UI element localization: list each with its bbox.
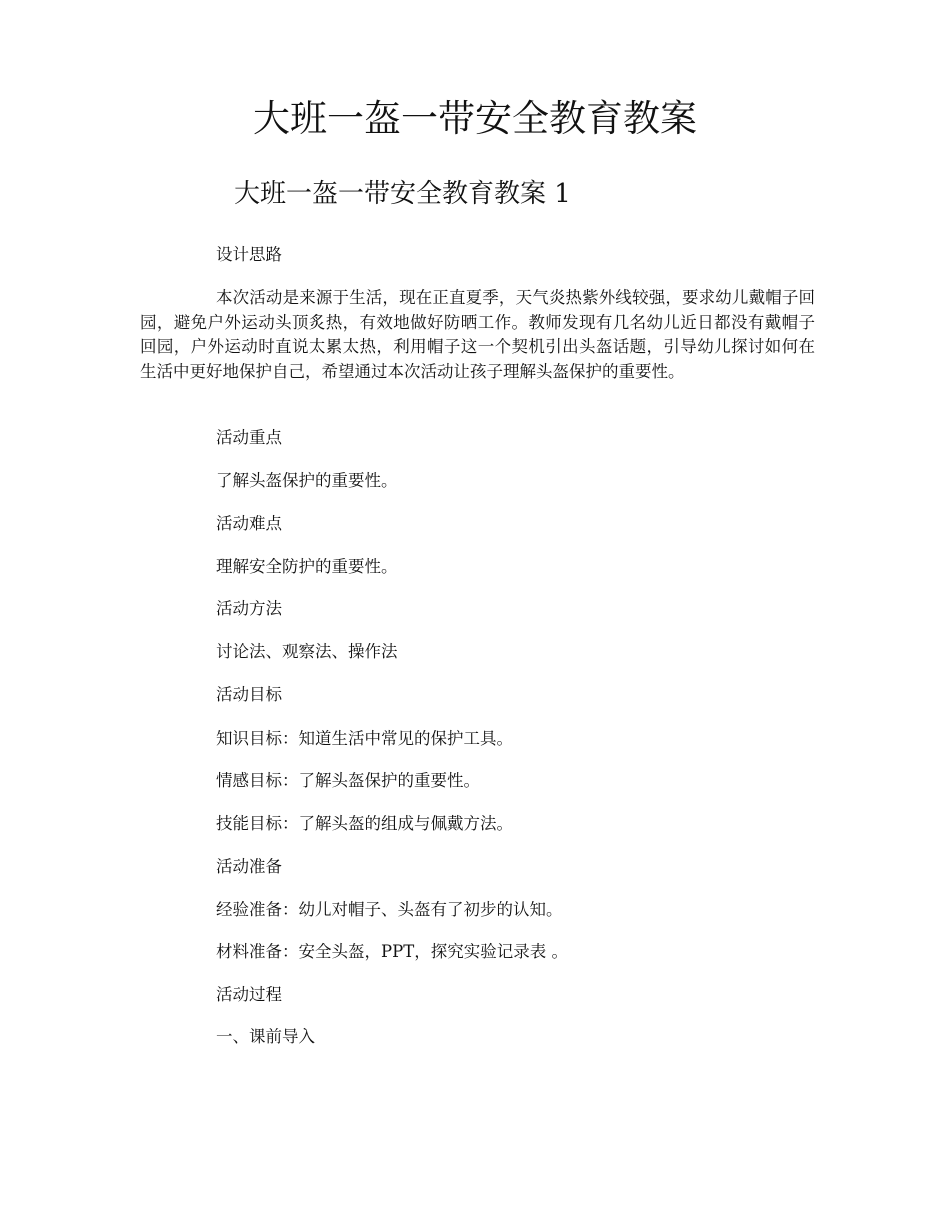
paragraph-method-heading: 活动方法 [216, 599, 282, 618]
paragraph-key-point: 了解头盔保护的重要性。 [216, 471, 398, 490]
paragraph-process-step-1: 一、课前导入 [216, 1027, 315, 1046]
paragraph-design-heading: 设计思路 [216, 245, 282, 264]
paragraph-goal-skill: 技能目标：了解头盔的组成与佩戴方法。 [216, 814, 513, 833]
paragraph-method: 讨论法、观察法、操作法 [216, 642, 398, 661]
paragraph-preparation-materials: 材料准备：安全头盔，PPT，探究实验记录表 。 [216, 942, 568, 961]
paragraph-goal-emotion: 情感目标：了解头盔保护的重要性。 [216, 771, 480, 790]
paragraph-preparation-heading: 活动准备 [216, 857, 282, 876]
paragraph-goals-heading: 活动目标 [216, 685, 282, 704]
paragraph-process-heading: 活动过程 [216, 985, 282, 1004]
paragraph-design-body: 本次活动是来源于生活，现在正直夏季，天气炎热紫外线较强，要求幼儿戴帽子回园，避免户外运动头顶炙热，有效地做好防晒工作。教师发现有几名幼儿近日都没有戴帽子回园，户外运动时直说太累太热，利用帽子这一个契机引出头盔话题，引导幼儿探讨如何在生活中更好地保护自己，希望通过本次活动让孩子理解头盔保护的重要性。 [140, 288, 815, 381]
paragraph-difficulty: 理解安全防护的重要性。 [216, 557, 398, 576]
paragraph-goal-knowledge: 知识目标：知道生活中常见的保护工具。 [216, 729, 513, 748]
paragraph-preparation-experience: 经验准备：幼儿对帽子、头盔有了初步的认知。 [216, 900, 563, 919]
document-title: 大班一盔一带安全教育教案 [253, 97, 697, 140]
paragraph-difficulty-heading: 活动难点 [216, 514, 282, 533]
paragraph-key-point-heading: 活动重点 [216, 428, 282, 447]
section-title: 大班一盔一带安全教育教案 1 [234, 179, 571, 209]
